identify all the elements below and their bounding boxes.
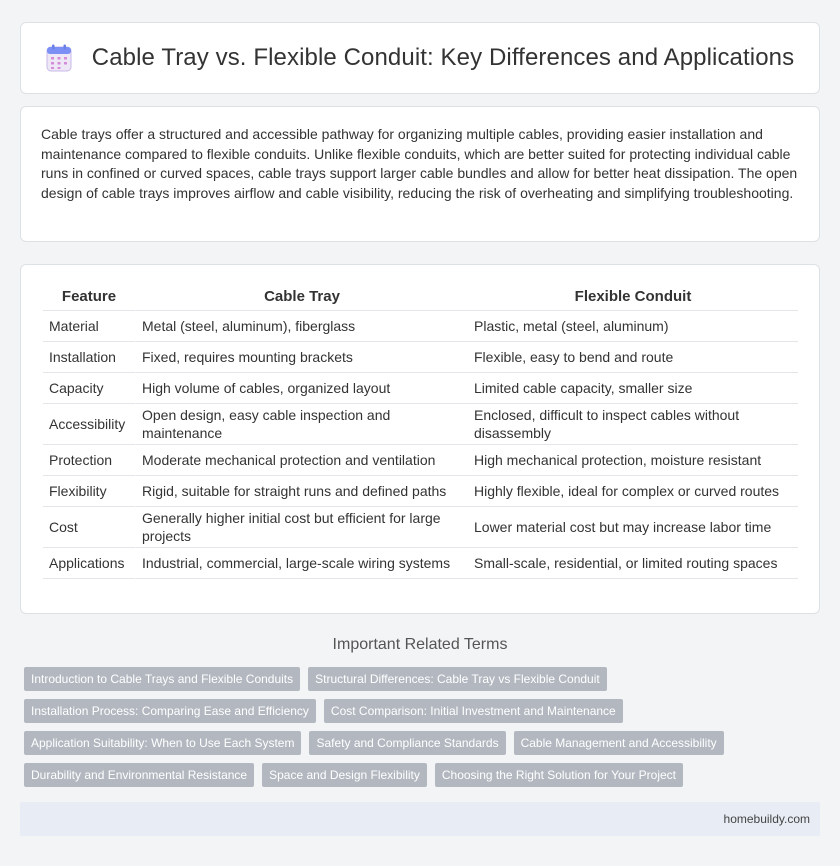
table-row [43, 548, 798, 579]
cable-tray-cell: Open design, easy cable inspection and maintenance [135, 404, 468, 445]
flexible-conduit-cell: Highly flexible, ideal for complex or curved routes [468, 476, 798, 507]
cable-tray-cell: Industrial, commercial, large-scale wiring systems [135, 548, 468, 579]
table-row [43, 342, 798, 373]
comparison-table [43, 283, 798, 579]
column-header-flexible-conduit: Flexible Conduit [468, 283, 798, 311]
footer [20, 802, 820, 836]
cable-tray-cell: High volume of cables, organized layout [135, 373, 468, 404]
related-term-link[interactable]: Introduction to Cable Trays and Flexible Conduits [24, 667, 300, 691]
flexible-conduit-cell: Small-scale, residential, or limited routing spaces [468, 548, 798, 579]
table-row [43, 404, 798, 445]
table-row [43, 507, 798, 548]
cable-tray-cell: Fixed, requires mounting brackets [135, 342, 468, 373]
related-term-link[interactable]: Choosing the Right Solution for Your Project [435, 763, 683, 787]
cable-tray-cell: Rigid, suitable for straight runs and defined paths [135, 476, 468, 507]
cable-tray-cell: Metal (steel, aluminum), fiberglass [135, 311, 468, 342]
related-terms-list [24, 667, 824, 795]
flexible-conduit-cell: Limited cable capacity, smaller size [468, 373, 798, 404]
flexible-conduit-cell: High mechanical protection, moisture resistant [468, 445, 798, 476]
column-header-feature: Feature [43, 283, 135, 311]
flexible-conduit-cell: Enclosed, difficult to inspect cables without disassembly [468, 404, 798, 445]
feature-cell: Material [43, 311, 135, 342]
related-term-link[interactable]: Cable Management and Accessibility [514, 731, 724, 755]
cable-tray-cell: Moderate mechanical protection and ventilation [135, 445, 468, 476]
feature-cell: Applications [43, 548, 135, 579]
feature-cell: Cost [43, 507, 135, 548]
related-term-link[interactable]: Application Suitability: When to Use Each System [24, 731, 301, 755]
cable-tray-cell: Generally higher initial cost but efficient for large projects [135, 507, 468, 548]
related-term-link[interactable]: Cost Comparison: Initial Investment and Maintenance [324, 699, 623, 723]
table-header-row [43, 283, 798, 311]
feature-cell: Capacity [43, 373, 135, 404]
related-term-link[interactable]: Durability and Environmental Resistance [24, 763, 254, 787]
feature-cell: Flexibility [43, 476, 135, 507]
related-terms-heading: Important Related Terms [332, 636, 508, 653]
related-term-link[interactable]: Space and Design Flexibility [262, 763, 427, 787]
table-row [43, 445, 798, 476]
related-term-link[interactable]: Safety and Compliance Standards [309, 731, 505, 755]
flexible-conduit-cell: Flexible, easy to bend and route [468, 342, 798, 373]
related-term-link[interactable]: Installation Process: Comparing Ease and Efficiency [24, 699, 316, 723]
flexible-conduit-cell: Lower material cost but may increase labor time [468, 507, 798, 548]
intro-paragraph: Cable trays offer a structured and accessible pathway for organizing multiple cables, providing easier installation and maintenance compared to flexible conduits. Unlike flexible conduits, which are better suited for protecting individual cable runs in confined or curved spaces, cable trays support larger cable bundles and allow for better heat dissipation. The open design of cable trays improves airflow and cable visibility, reducing the risk of overheating and simplifying troubleshooting. [41, 126, 798, 201]
feature-cell: Installation [43, 342, 135, 373]
feature-cell: Protection [43, 445, 135, 476]
footer-site-link[interactable]: homebuildy.com [723, 812, 810, 826]
comparison-table-card [20, 264, 820, 614]
related-term-link[interactable]: Structural Differences: Cable Tray vs Flexible Conduit [308, 667, 607, 691]
calendar-icon [46, 44, 72, 72]
header-card [20, 22, 820, 94]
table-row [43, 373, 798, 404]
intro-card [20, 106, 820, 242]
flexible-conduit-cell: Plastic, metal (steel, aluminum) [468, 311, 798, 342]
column-header-cable-tray: Cable Tray [135, 283, 468, 311]
table-row [43, 311, 798, 342]
table-row [43, 476, 798, 507]
page-title: Cable Tray vs. Flexible Conduit: Key Differences and Applications [91, 44, 795, 71]
feature-cell: Accessibility [43, 404, 135, 445]
